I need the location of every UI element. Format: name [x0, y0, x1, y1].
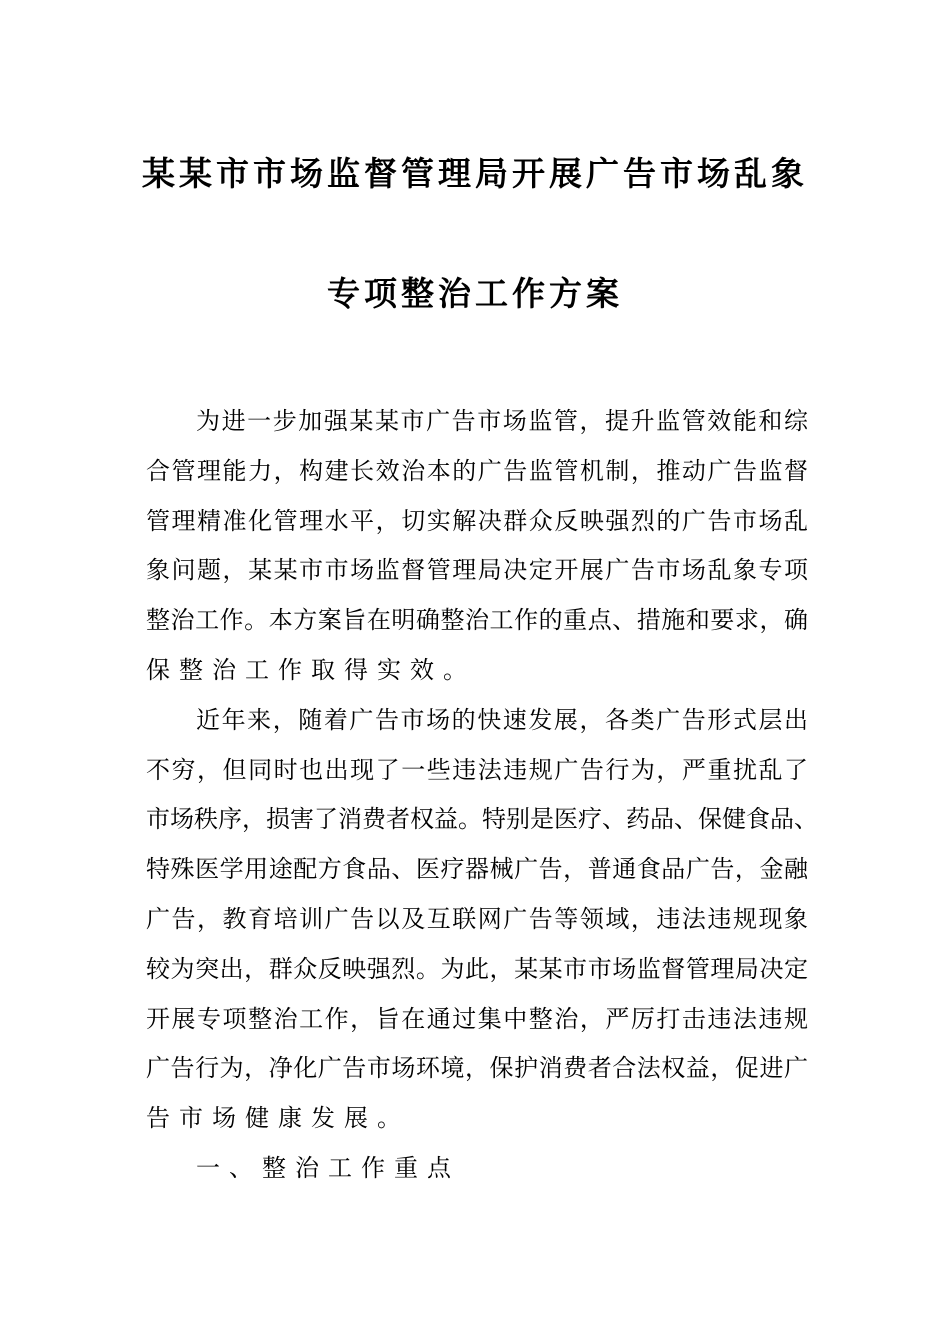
text-line: 为进一步加强某某市广告市场监管，提升监管效能和综 [196, 407, 808, 435]
text-line: 管理精准化管理水平，切实解决群众反映强烈的广告市场乱 [146, 506, 808, 535]
document-title-line-1: 某某市市场监督管理局开展广告市场乱象 [142, 154, 808, 193]
document-body [146, 404, 818, 1201]
document-title-line-2: 专项整治工作方案 [327, 274, 623, 313]
text-line: 较为突出，群众反映强烈。为此，某某市市场监督管理局决定 [146, 954, 808, 983]
text-line: 合管理能力，构建长效治本的广告监管机制，推动广告监督 [146, 456, 808, 485]
text-line: 特殊医学用途配方食品、医疗器械广告，普通食品广告，金融 [146, 855, 808, 884]
text-line: 市场秩序，损害了消费者权益。特别是医疗、药品、保健食品、 [146, 805, 818, 834]
text-line: 开展专项整治工作，旨在通过集中整治，严厉打击违法违规 [146, 1004, 808, 1033]
text-line: 整治工作。本方案旨在明确整治工作的重点、措施和要求，确 [146, 606, 808, 635]
text-line: 不穷，但同时也出现了一些违法违规广告行为，严重扰乱了 [146, 755, 808, 784]
text-line: 广告，教育培训广告以及互联网广告等领域，违法违规现象 [146, 904, 808, 933]
text-line: 广告行为，净化广告市场环境，保护消费者合法权益，促进广 [146, 1054, 808, 1083]
text-line: 告市场健康发展。 [146, 1104, 410, 1133]
text-line: 近年来，随着广告市场的快速发展，各类广告形式层出 [196, 705, 808, 734]
paragraph-background [146, 703, 818, 1151]
text-line: 象问题，某某市市场监督管理局决定开展广告市场乱象专项 [146, 556, 808, 585]
text-line: 保整治工作取得实效。 [146, 655, 476, 684]
paragraph-intro [146, 404, 808, 703]
section-heading: 一、整治工作重点 [196, 1153, 460, 1182]
